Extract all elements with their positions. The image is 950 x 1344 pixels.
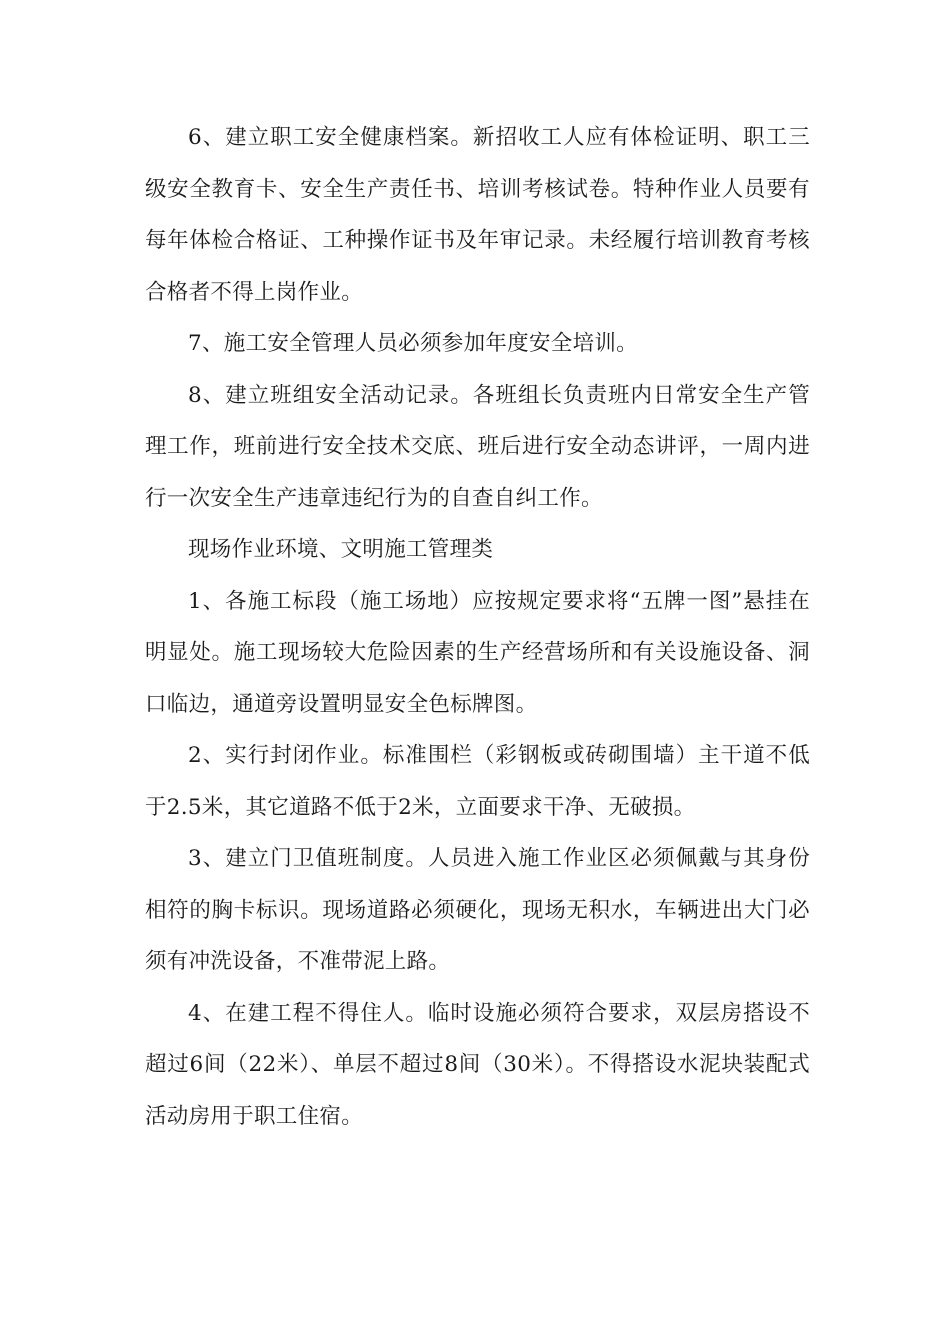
paragraph-item-7: 7、施工安全管理人员必须参加年度安全培训。 [188, 331, 638, 356]
paragraph-item-2: 2、实行封闭作业。标准围栏（彩钢板或砖砌围墙）主干道不低于2.5米，其它道路不低于2米，立面要求干净、无破损。 [145, 743, 810, 820]
paragraph-item-6: 6、建立职工安全健康档案。新招收工人应有体检证明、职工三级安全教育卡、安全生产责任书、培训考核试卷。特种作业人员要有每年体检合格证、工种操作证书及年审记录。未经履行培训教育考核合格者不得上岗作业。 [145, 125, 810, 305]
paragraph-item-8: 8、建立班组安全活动记录。各班组长负责班内日常安全生产管理工作，班前进行安全技术交底、班后进行安全动态讲评，一周内进行一次安全生产违章违纪行为的自查自纠工作。 [145, 382, 810, 511]
paragraph-item-3: 3、建立门卫值班制度。人员进入施工作业区必须佩戴与其身份相符的胸卡标识。现场道路必须硬化，现场无积水，车辆进出大门必须有冲洗设备，不准带泥上路。 [145, 846, 810, 974]
paragraph-item-4: 4、在建工程不得住人。临时设施必须符合要求，双层房搭设不超过6间（22米）、单层不超过8间（30米）。不得搭设水泥块装配式活动房用于职工住宿。 [145, 1000, 810, 1129]
paragraph-item-1: 1、各施工标段（施工场地）应按规定要求将“五牌一图”悬挂在明显处。施工现场较大危险因素的生产经营场所和有关设施设备、洞口临边，通道旁设置明显安全色标牌图。 [145, 588, 810, 717]
section-heading: 现场作业环境、文明施工管理类 [188, 537, 494, 562]
document-body [145, 112, 810, 1142]
